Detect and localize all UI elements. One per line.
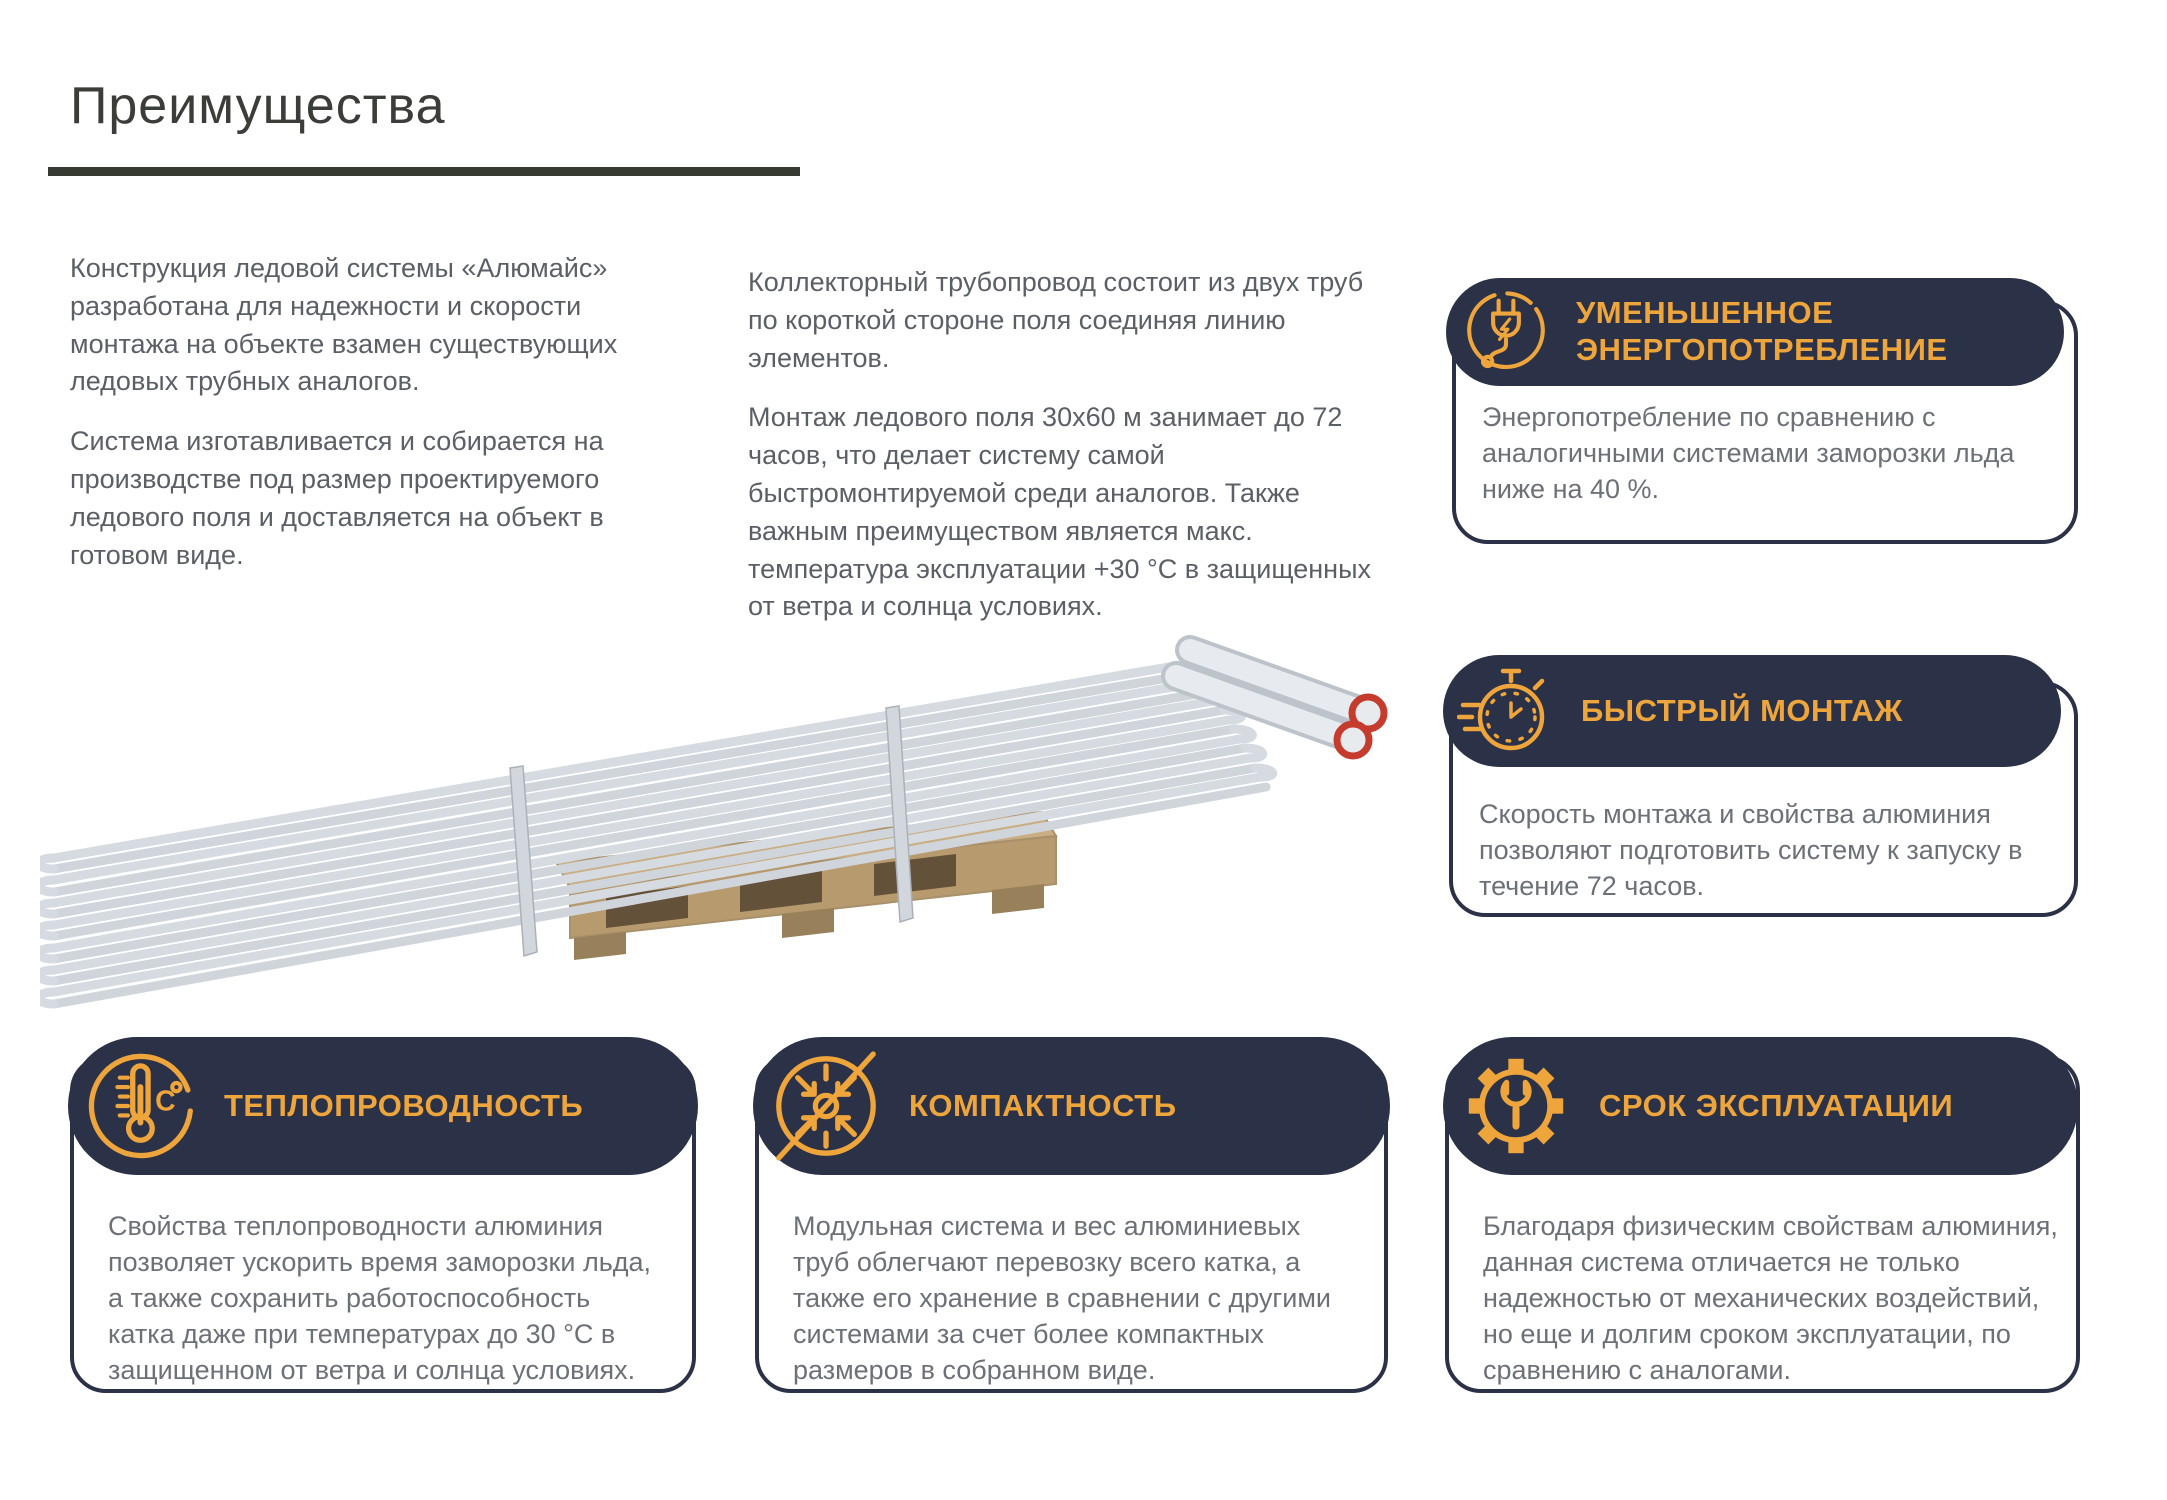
tube-bundle bbox=[40, 662, 1273, 1004]
compress-arrows-icon bbox=[767, 1047, 885, 1165]
gear-wrench-icon bbox=[1457, 1047, 1575, 1165]
card-energy-header bbox=[1446, 278, 2064, 386]
intro-paragraph: Коллекторный трубопровод состоит из двух труб по короткой стороне поля соединяя линию элементов. bbox=[748, 267, 1364, 373]
card-lifespan-text: Благодаря физическим свойствам алюминия, данная система отличается не только надежностью от механических воздействий, но еще и долгим сроком эксплуатации, по сравнению с аналогами. bbox=[1483, 1211, 2058, 1385]
plug-energy-icon bbox=[1460, 286, 1552, 378]
intro-paragraph: Конструкция ледовой системы «Алюмайс» разработана для надежности и скорости монтажа на объекте взамен существующих ледовых трубных аналогов. bbox=[70, 253, 618, 397]
card-thermal-header bbox=[68, 1037, 698, 1175]
card-compact-header bbox=[753, 1037, 1390, 1175]
card-fast-header bbox=[1443, 655, 2061, 767]
card-compact-title: КОМПАКТНОСТЬ bbox=[909, 1087, 1177, 1123]
svg-text:C: C bbox=[155, 1085, 176, 1118]
card-lifespan-title: СРОК ЭКСПЛУАТАЦИИ bbox=[1599, 1087, 1954, 1123]
card-fast-title: БЫСТРЫЙ МОНТАЖ bbox=[1581, 692, 1903, 728]
card-fast-install bbox=[1443, 655, 2083, 917]
card-lifespan bbox=[1443, 1037, 2080, 1393]
card-energy-text: Энергопотребление по сравнению с аналогичными системами заморозки льда ниже на 40 %. bbox=[1482, 402, 2015, 504]
card-compact-text: Модульная система и вес алюминиевых труб облегчают перевозку всего катка, а также его хранение в сравнении с другими системами за счет более компактных размеров в собранном виде. bbox=[793, 1211, 1331, 1385]
red-cap bbox=[1337, 724, 1369, 756]
card-fast-text: Скорость монтажа и свойства алюминия позволяют подготовить систему к запуску в течение 72 часов. bbox=[1479, 799, 2023, 901]
stopwatch-icon bbox=[1457, 661, 1557, 761]
card-lifespan-header bbox=[1443, 1037, 2078, 1175]
card-energy bbox=[1446, 278, 2086, 544]
card-thermal-text: Свойства теплопроводности алюминия позволяет ускорить время заморозки льда, а также сохранить работоспособность катка даже при температурах до 30 °С в защищенном от ветра и солнца условиях. bbox=[108, 1211, 652, 1385]
page-title: Преимущества bbox=[70, 77, 446, 135]
intro-column-left bbox=[70, 250, 660, 596]
card-thermal bbox=[68, 1037, 700, 1393]
intro-column-middle bbox=[748, 264, 1398, 648]
thermometer-icon bbox=[82, 1047, 200, 1165]
intro-paragraph: Система изготавливается и собирается на производстве под размер проектируемого ледового поля и доставляется на объект в готовом виде. bbox=[70, 426, 604, 570]
title-underline bbox=[48, 167, 800, 176]
intro-paragraph: Монтаж ледового поля 30х60 м занимает до 72 часов, что делает систему самой быстромонтируемой среди аналогов. Также важным преимуществом является макс. температура эксплуатации +30 °С в защищенных от ветра и солнца условиях. bbox=[748, 402, 1372, 622]
card-thermal-title: ТЕПЛОПРОВОДНОСТЬ bbox=[224, 1087, 584, 1123]
collector-manifold bbox=[1176, 650, 1384, 756]
card-compact bbox=[753, 1037, 1393, 1393]
card-energy-title: УМЕНЬШЕННОЕ ЭНЕРГОПОТРЕБЛЕНИЕ bbox=[1576, 295, 1948, 367]
